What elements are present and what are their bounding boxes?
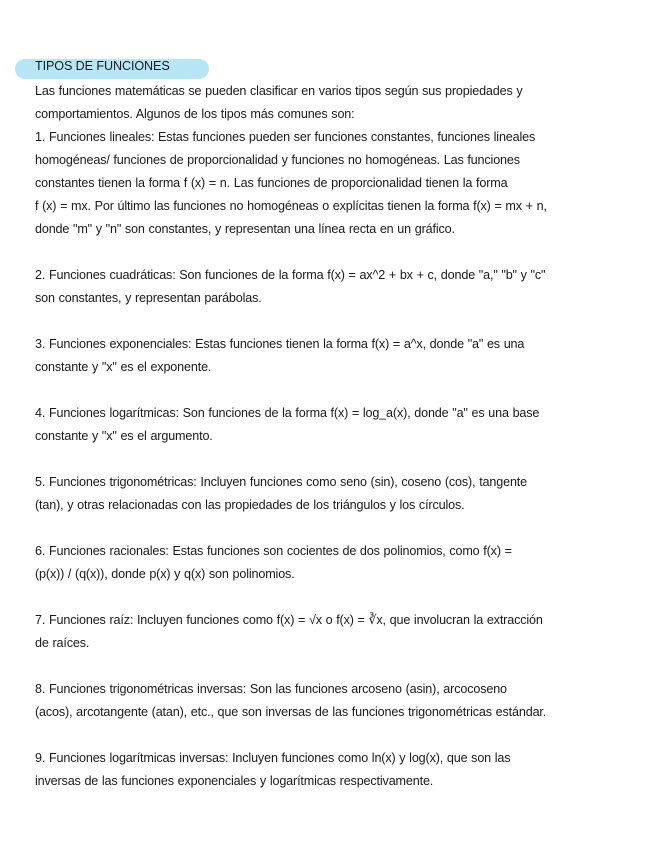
text-line: 1. Funciones lineales: Estas funciones pueden ser funciones constantes, funciones lineales bbox=[35, 130, 536, 144]
text-line: Las funciones matemáticas se pueden clasificar en varios tipos según sus propiedades y bbox=[35, 84, 523, 98]
text-line: constante y "x" es el exponente. bbox=[35, 360, 212, 374]
text-line: constantes tienen la forma f (x) = n. Las funciones de proporcionalidad tienen la forma bbox=[35, 176, 508, 190]
text-line: (acos), arcotangente (atan), etc., que son inversas de las funciones trigonométricas estándar. bbox=[35, 705, 547, 719]
item-quadratic-functions bbox=[35, 264, 628, 310]
text-line: donde "m" y "n" son constantes, y representan una línea recta en un gráfico. bbox=[35, 222, 455, 236]
text-line: (p(x)) / (q(x)), donde p(x) y q(x) son polinomios. bbox=[35, 567, 295, 581]
text-line: 4. Funciones logarítmicas: Son funciones de la forma f(x) = log_a(x), donde "a" es una base bbox=[35, 406, 540, 420]
text-line: 2. Funciones cuadráticas: Son funciones de la forma f(x) = ax^2 + bx + c, donde "a," "b" y "c" bbox=[35, 268, 546, 282]
text-line: inversas de las funciones exponenciales y logarítmicas respectivamente. bbox=[35, 774, 434, 788]
intro-paragraph bbox=[35, 80, 628, 126]
text-line: 6. Funciones racionales: Estas funciones son cocientes de dos polinomios, como f(x) = bbox=[35, 544, 512, 558]
item-rational-functions bbox=[35, 540, 628, 586]
text-line: 7. Funciones raíz: Incluyen funciones como f(x) = √x o f(x) = ∛x, que involucran la extracción bbox=[35, 613, 543, 627]
item-inverse-trigonometric-functions bbox=[35, 678, 628, 724]
text-line: de raíces. bbox=[35, 636, 90, 650]
text-line: 9. Funciones logarítmicas inversas: Incluyen funciones como ln(x) y log(x), que son las bbox=[35, 751, 511, 765]
text-line: son constantes, y representan parábolas. bbox=[35, 291, 262, 305]
item-trigonometric-functions bbox=[35, 471, 628, 517]
text-line: f (x) = mx. Por último las funciones no homogéneas o explícitas tienen la forma f(x) = mx + n, bbox=[35, 199, 547, 213]
document-body bbox=[35, 80, 628, 793]
item-logarithmic-functions bbox=[35, 402, 628, 448]
text-line: comportamientos. Algunos de los tipos más comunes son: bbox=[35, 107, 355, 121]
text-line: homogéneas/ funciones de proporcionalidad y funciones no homogéneas. Las funciones bbox=[35, 153, 520, 167]
item-exponential-functions bbox=[35, 333, 628, 379]
text-line: constante y "x" es el argumento. bbox=[35, 429, 213, 443]
text-line: 8. Funciones trigonométricas inversas: Son las funciones arcoseno (asin), arcocoseno bbox=[35, 682, 507, 696]
item-linear-functions bbox=[35, 126, 628, 241]
text-line: 5. Funciones trigonométricas: Incluyen funciones como seno (sin), coseno (cos), tangente bbox=[35, 475, 528, 489]
text-line: (tan), y otras relacionadas con las propiedades de los triángulos y los círculos. bbox=[35, 498, 465, 512]
item-inverse-logarithmic-functions bbox=[35, 747, 628, 793]
text-line: 3. Funciones exponenciales: Estas funciones tienen la forma f(x) = a^x, donde "a" es una bbox=[35, 337, 525, 351]
document-title: TIPOS DE FUNCIONES bbox=[35, 59, 170, 73]
item-root-functions bbox=[35, 609, 628, 655]
